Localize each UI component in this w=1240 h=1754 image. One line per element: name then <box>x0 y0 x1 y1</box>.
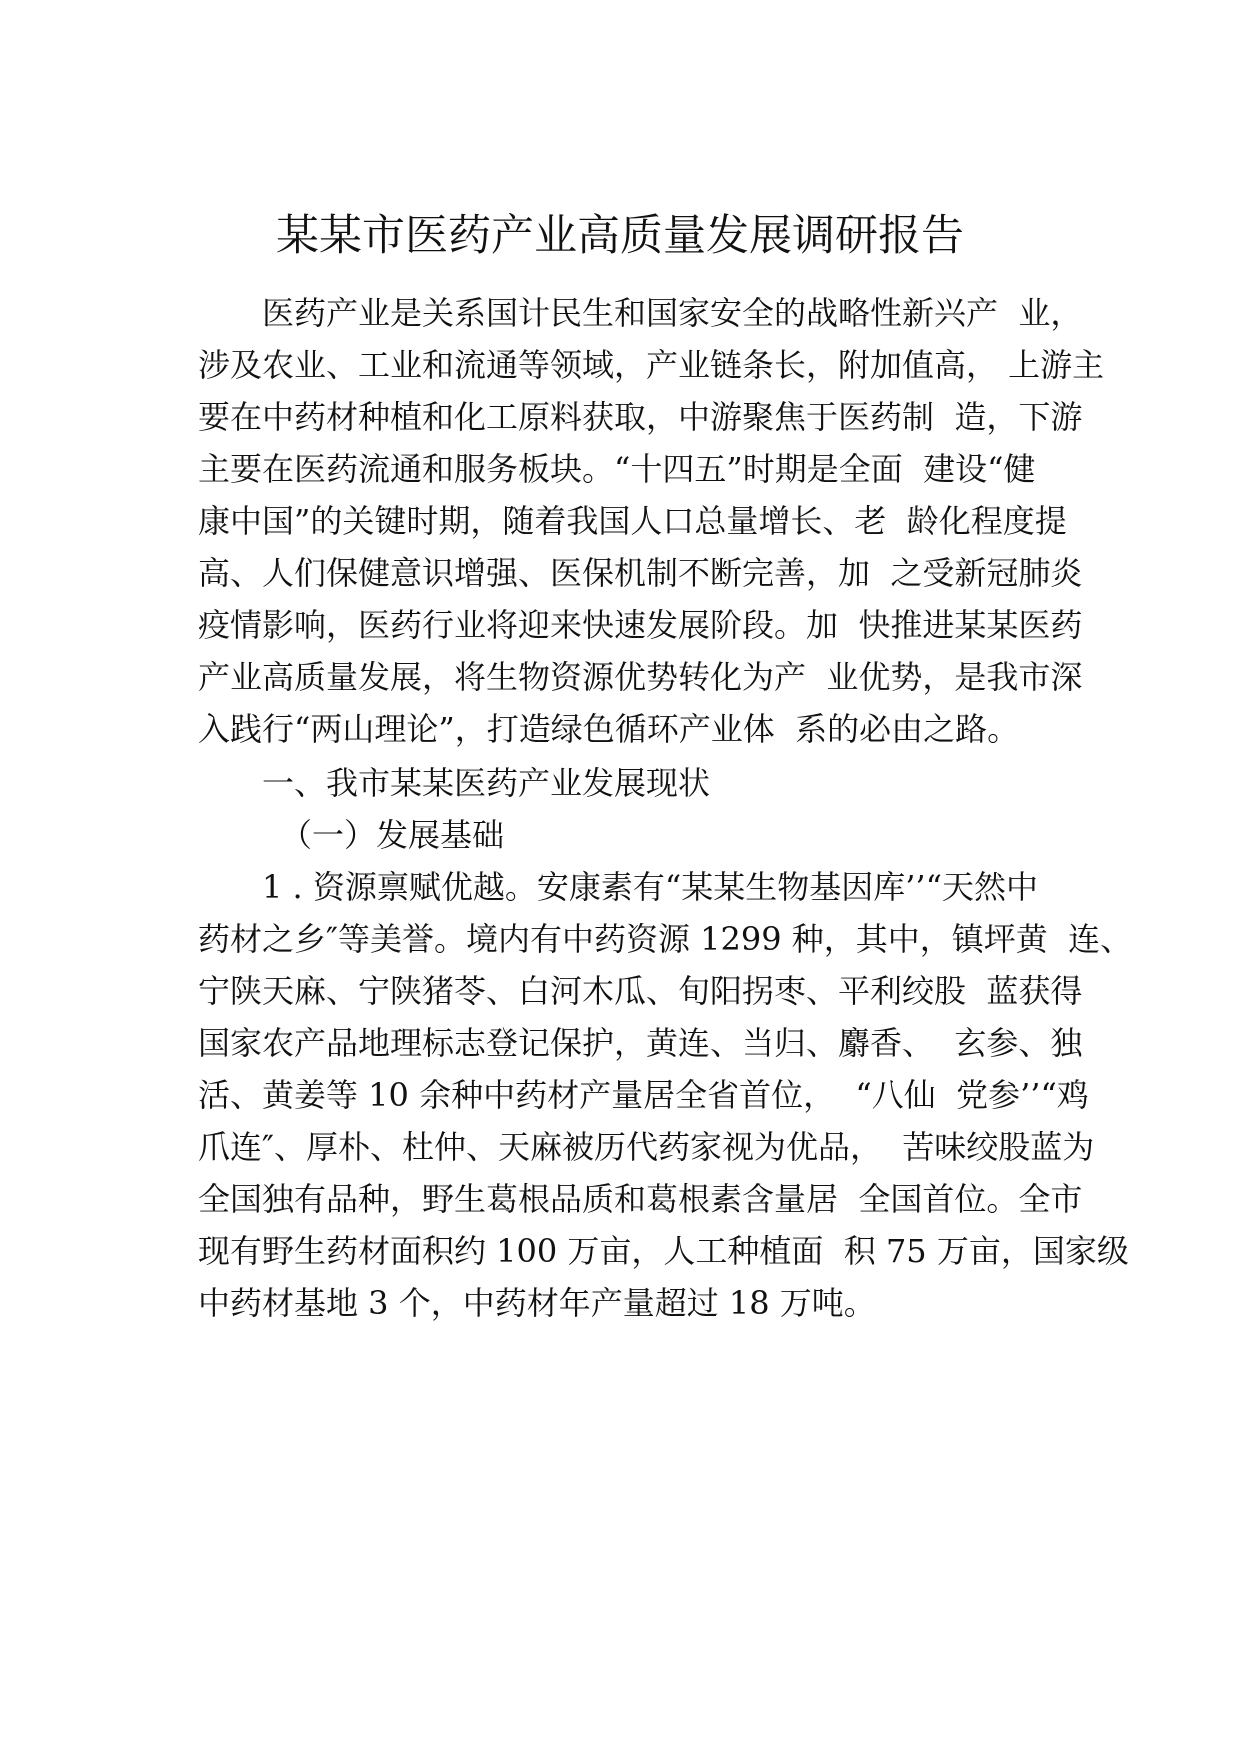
intro-line-7: 疫情影响，医药行业将迎来快速发展阶段。加 快推进某某医药 <box>198 606 1083 644</box>
intro-line-2: 涉及农业、工业和流通等领域，产业链条长，附加值高， 上游主 <box>198 346 1105 384</box>
intro-line-6: 高、人们保健意识增强、医保机制不断完善，加 之受新冠肺炎 <box>198 554 1083 592</box>
item1-line-4: 国家农产品地理标志登记保护，黄连、当归、麝香、 玄参、独 <box>198 1024 1083 1062</box>
item1-line-5: 活、黄姜等 10 余种中药材产量居全省首位， “八仙 党参’’“鸡 <box>198 1076 1089 1114</box>
item1-line-7: 全国独有品种，野生葛根品质和葛根素含量居 全国首位。全市 <box>198 1180 1083 1218</box>
intro-line-3: 要在中药材种植和化工原料获取，中游聚焦于医药制 造，下游 <box>198 398 1083 436</box>
item1-line-3: 宁陕天麻、宁陕猪苓、白河木瓜、旬阳拐枣、平利绞股 蓝获得 <box>198 972 1083 1010</box>
item1-line-6: 爪连″、厚朴、杜仲、天麻被历代药家视为优品， 苦味绞股蓝为 <box>198 1128 1095 1166</box>
section-heading: 一、我市某某医药产业发展现状 <box>262 764 711 802</box>
item1-line-8: 现有野生药材面积约 100 万亩，人工种植面 积 75 万亩，国家级 <box>198 1232 1129 1270</box>
item1-line-9: 中药材基地 3 个，中药材年产量超过 18 万吨。 <box>198 1284 876 1322</box>
item1-line-1: 1 . 资源禀赋优越。安康素有“某某生物基因库’’“天然中 <box>262 868 1038 906</box>
intro-line-8: 产业高质量发展，将生物资源优势转化为产 业优势，是我市深 <box>198 658 1083 696</box>
intro-line-9: 入践行“两山理论”，打造绿色循环产业体 系的必由之路。 <box>198 710 1020 748</box>
item1-line-2: 药材之乡″等美誉。境内有中药资源 1299 种，其中，镇坪黄 连、 <box>198 920 1133 958</box>
intro-line-5: 康中国”的关键时期，随着我国人口总量增长、老 龄化程度提 <box>198 502 1067 540</box>
document-title: 某某市医药产业高质量发展调研报告 <box>276 211 964 261</box>
intro-line-1: 医药产业是关系国计民生和国家安全的战略性新兴产 业， <box>262 294 1083 332</box>
subsection-heading: （一）发展基础 <box>280 816 505 854</box>
intro-line-4: 主要在医药流通和服务板块。“十四五”时期是全面 建设“健 <box>198 450 1036 488</box>
